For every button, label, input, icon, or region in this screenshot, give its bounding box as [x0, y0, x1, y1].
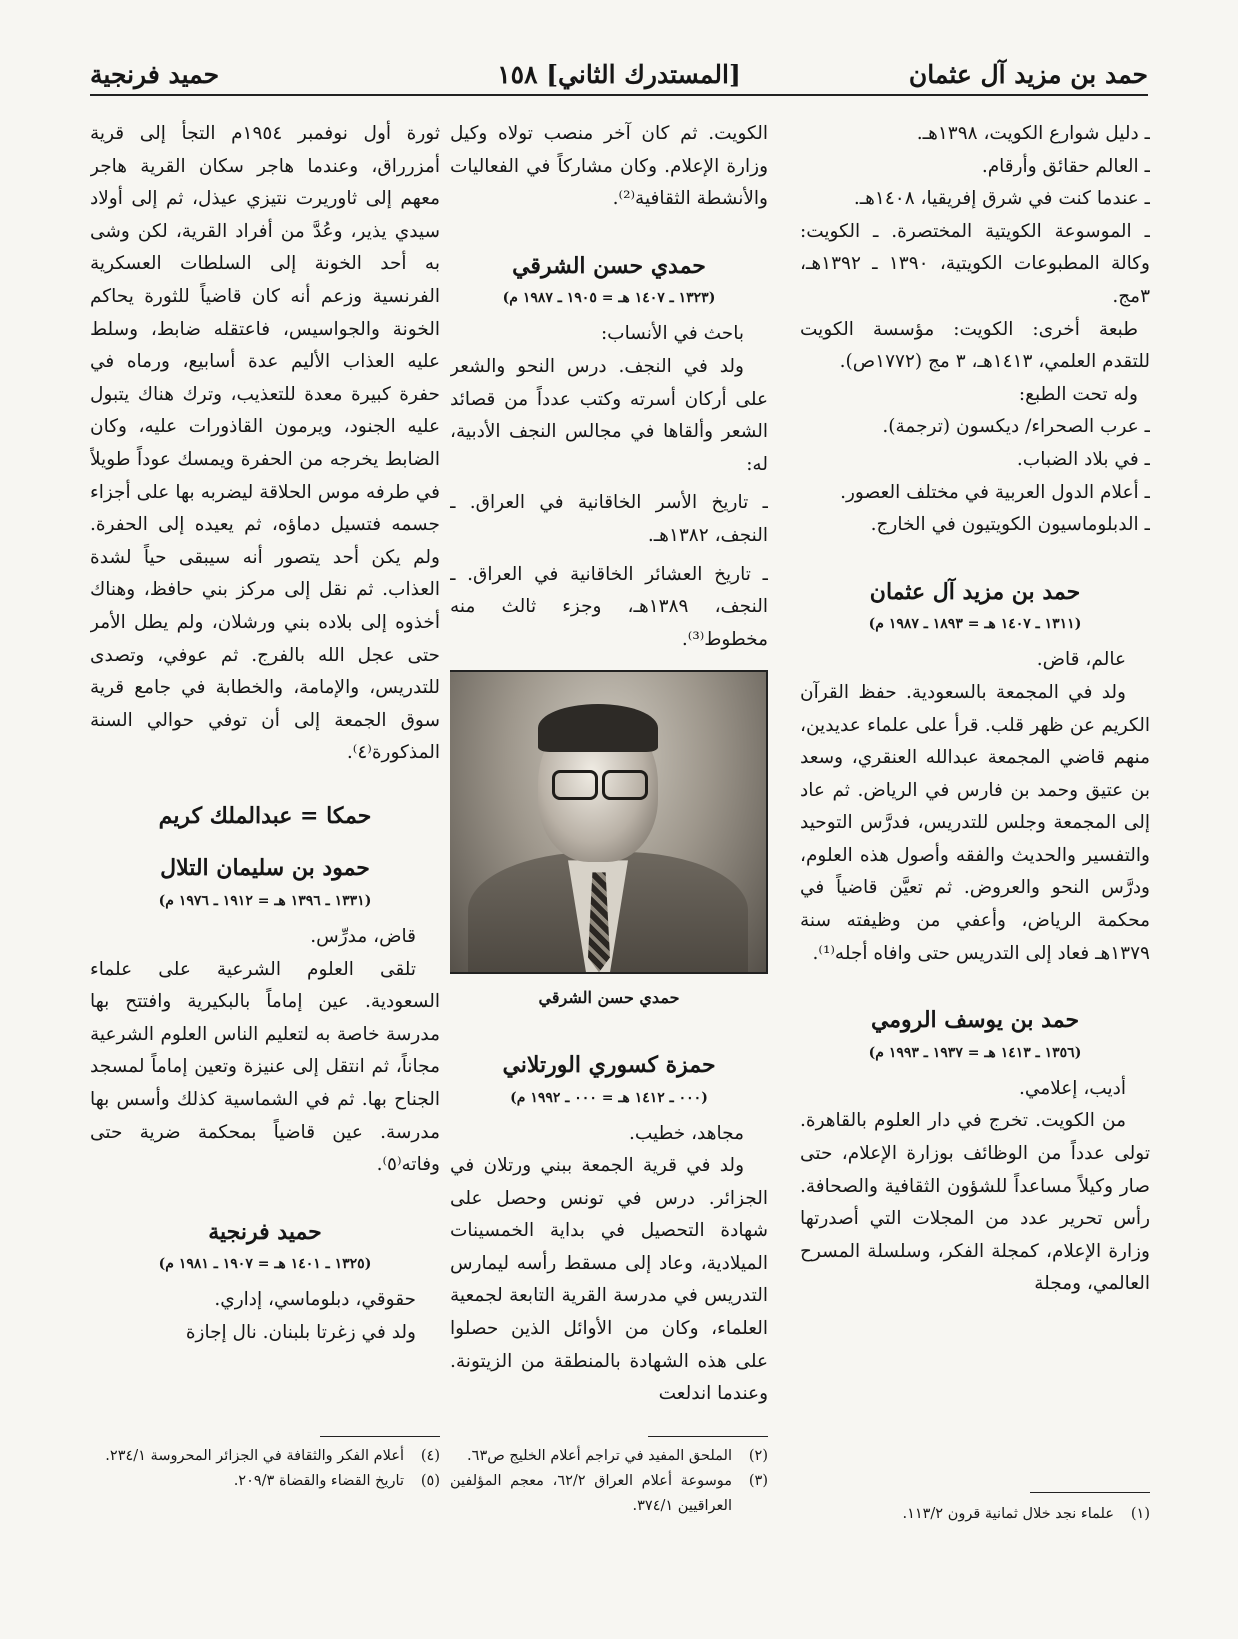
footnotes-left	[90, 1444, 440, 1494]
entry-role: مجاهد، خطيب.	[628, 1122, 744, 1144]
forthcoming-heading: وله تحت الطبع:	[1018, 383, 1138, 405]
entry-dates: (١٣١١ ـ ١٤٠٧ هـ = ١٨٩٣ ـ ١٩٨٧ م)	[868, 616, 1082, 633]
column-middle	[450, 118, 768, 1411]
footnotes-right	[800, 1502, 1150, 1527]
work-item: ـ تاريخ العشائر الخاقانية في العراق. ـ النجف، ١٣٨٩هـ، وجزء ثالث منه مخطوط⁽³⁾.	[450, 563, 768, 650]
book-list-item: ـ دليل شوارع الكويت، ١٣٩٨هـ.	[916, 123, 1150, 144]
column-left	[90, 118, 440, 1478]
footnote-number: (٢)	[748, 1448, 768, 1464]
book-list-item: ـ العالم حقائق وأرقام.	[981, 155, 1150, 177]
footnote-text: الملحق المفيد في تراجم أعلام الخليج ص٦٣.	[467, 1448, 732, 1464]
footnote-number: (٤)	[420, 1448, 440, 1464]
entry-role: قاض، مدرِّس.	[310, 926, 416, 948]
portrait-photo	[450, 670, 768, 974]
book-list-item: ـ الدبلوماسيون الكويتيون في الخارج.	[870, 514, 1150, 536]
continued-text: الكويت. ثم كان آخر منصب تولاه وكيل وزارة الإعلام. وكان مشاركاً في الفعاليات والأنشطة الثقافية⁽²⁾.	[450, 123, 768, 210]
entry-body: من الكويت. تخرج في دار العلوم بالقاهرة. تولى عدداً من الوظائف بوزارة الإعلام، حتى صار وكيلاً مساعداً للشؤون الثقافية والصحافة. رأس تحرير عدد من المجلات التي أصدرتها وزارة الإعلام، كمجلة الفكر، وسلسلة المسرح العالمي، ومجلة	[800, 1110, 1150, 1295]
entry-role: عالم، قاض.	[1036, 649, 1126, 671]
footnote	[800, 1502, 1150, 1527]
header-entry-name: حمد بن مزيد آل عثمان	[908, 60, 1148, 89]
cross-reference: حمكا = عبدالملك كريم	[158, 802, 372, 829]
entry-title: حمد بن مزيد آل عثمان	[869, 578, 1081, 605]
portrait-figure	[450, 670, 768, 1015]
footnote	[90, 1469, 440, 1494]
entry-body: تلقى العلوم الشرعية على علماء السعودية. عين إماماً بالبكيرية وافتتح بها مدرسة خاصة به لتعليم الناس العلوم الشرعية مجاناً، ثم انتقل إلى عنيزة وتعين إماماً لمسجد الجناح بها. ثم في الشماسية كذلك وأسس بها مدرسة. عين قاضياً بمحكمة ضرية حتى وفاته⁽٥⁾.	[90, 958, 440, 1176]
footnote-number: (٥)	[420, 1473, 440, 1489]
entry-role: باحث في الأنساب:	[600, 323, 744, 345]
book-list-item: ـ عرب الصحراء/ ديكسون (ترجمة).	[882, 416, 1150, 438]
book-list-item: ـ الموسوعة الكويتية المختصرة. ـ الكويت: وكالة المطبوعات الكويتية، ١٣٩٠ ـ ١٣٩٢هـ، ٣مج.	[800, 220, 1150, 307]
footnote-rule	[648, 1436, 768, 1437]
entry-title: حمد بن يوسف الرومي	[870, 1007, 1080, 1034]
footnote	[450, 1469, 768, 1519]
footnotes-middle	[450, 1444, 768, 1519]
work-item: ـ تاريخ الأسر الخاقانية في العراق. ـ النجف، ١٣٨٢هـ.	[450, 492, 768, 546]
photo-caption: حمدي حسن الشرقي	[538, 988, 680, 1008]
entry-role: أديب، إعلامي.	[1019, 1077, 1126, 1099]
entry-dates: (١٣٢٥ ـ ١٤٠١ هـ = ١٩٠٧ ـ ١٩٨١ م)	[158, 1256, 372, 1273]
footnote	[90, 1444, 440, 1469]
entry-dates: (١٣٢٣ ـ ١٤٠٧ هـ = ١٩٠٥ ـ ١٩٨٧ م)	[502, 290, 716, 307]
entry-title: حميد فرنجية	[208, 1218, 322, 1245]
entry-role: حقوقي، دبلوماسي، إداري.	[214, 1289, 416, 1311]
entry-title: حمزة كسوري الورتلاني	[502, 1051, 716, 1078]
footnote-text: تاريخ القضاء والقضاة ٢٠٩/٣.	[233, 1473, 404, 1489]
footnote-rule	[1030, 1492, 1150, 1493]
entry-body: ولد في قرية الجمعة ببني ورتلان في الجزائر. درس في تونس وحصل على شهادة التحصيل في بداية الخمسينات الميلادية، وعاد إلى مسقط رأسه ليمارس التدريس في مدرسة القرية التابعة لجمعية العلماء، وكان من الأوائل الذين حصلوا على هذه الشهادة بالمنطقة من الزيتونة. وعندما اندلعت	[450, 1155, 768, 1405]
continued-text: ثورة أول نوفمبر ١٩٥٤م التجأ إلى قرية أمزرراق، وعندما هاجر سكان القرية هاجر معهم إلى ثاوريرت نتيزي عيذل، ثم إلى أولاد سيدي يذير، وعُدَّ من أفراد القرية، لكن وشى به أحد الخونة إلى السلطات العسكرية الفرنسية وزعم أنه كان قاضياً للثورة يحاكم الخونة والجواسيس، فاعتقله ضابط، وسلط عليه العذاب الأليم عدة أسابيع، ورماه في حفرة كبيرة معدة للتعذيب، وترك هناك يتبول عليه الجنود، ويرمون القاذورات عليه، وكان الضابط يخرجه من الحفرة ويمسك عوداً طويلاً في طرفه موس الحلاقة ليضربه بها على أجزاء جسمه فتسيل دماؤه، ثم يعيده إلى الحفرة. ولم يكن أحد يتصور أنه سيبقى حياً لشدة العذاب. ثم نقل إلى مركز بني حافظ، وهناك أخذوه إلى بلاده بني ورشلان، ولم يطل الأمر حتى عجل الله بالفرج. ثم عوفي، وتصدى للتدريس، والإمامة، والخطابة في جامع قرية سوق الجمعة إلى أن توفي حوالي السنة المذكورة⁽٤⁾.	[90, 123, 440, 764]
entry-dates: (٠٠٠ ـ ١٤١٢ هـ = ٠٠٠ ـ ١٩٩٢ م)	[510, 1089, 708, 1106]
footnote-rule	[320, 1436, 440, 1437]
book-list-item: ـ أعلام الدول العربية في مختلف العصور.	[840, 481, 1150, 503]
book-list-item: ـ عندما كنت في شرق إفريقيا، ١٤٠٨هـ.	[853, 188, 1150, 210]
entry-title: حمدي حسن الشرقي	[512, 252, 706, 279]
entry-body: ولد في المجمعة بالسعودية. حفظ القرآن الكريم عن ظهر قلب. قرأ على علماء عديدين، منهم قاضي المجمعة عبدالله العنقري، وسعد بن عتيق وحمد بن فارس في الرياض. ثم عاد إلى المجمعة وجلس للتدريس، فدرَّس التوحيد والتفسير والحديث والفقه وأصول هذه العلوم، ودرَّس النحو والعروض. ثم تعيَّن قاضياً في محكمة الرياض، وأعفي من وظيفته سنة ١٣٧٩هـ فعاد إلى التدريس حتى وافاه أجله⁽¹⁾.	[800, 681, 1150, 964]
footnote-number: (١)	[1130, 1506, 1150, 1522]
header-last-entry: حميد فرنجية	[90, 60, 220, 89]
header-page-number: [المستدرك الثاني] ١٥٨	[497, 60, 741, 89]
footnote-text: علماء نجد خلال ثمانية قرون ١١٣/٢.	[902, 1506, 1114, 1522]
book-list-item: ـ في بلاد الضباب.	[1016, 448, 1150, 470]
entry-title: حمود بن سليمان التلال	[160, 855, 370, 882]
running-header	[90, 56, 1148, 96]
column-right	[800, 118, 1150, 1301]
entry-body: ولد في النجف. درس النحو والشعر على أركان أسرته وكتب عدداً من قصائد الشعر وألقاها في مجالس النجف الأدبية، له:	[450, 355, 768, 475]
header-rule	[90, 94, 1148, 96]
book-list-item: طبعة أخرى: الكويت: مؤسسة الكويت للتقدم العلمي، ١٤١٣هـ، ٣ مج (١٧٧٢ص).	[800, 318, 1150, 373]
footnote-number: (٣)	[748, 1473, 768, 1489]
entry-dates: (١٣٣١ ـ ١٣٩٦ هـ = ١٩١٢ ـ ١٩٧٦ م)	[158, 893, 372, 910]
entry-dates: (١٣٥٦ ـ ١٤١٣ هـ = ١٩٣٧ ـ ١٩٩٣ م)	[868, 1044, 1082, 1061]
entry-body: ولد في زغرتا بلبنان. نال إجازة	[185, 1322, 416, 1343]
footnote-text: أعلام الفكر والثقافة في الجزائر المحروسة ٢٣٤/١.	[105, 1448, 404, 1464]
footnote-text: موسوعة أعلام العراق ٦٢/٢، معجم المؤلفين العراقيين ٣٧٤/١.	[450, 1473, 732, 1514]
footnote	[450, 1444, 768, 1469]
